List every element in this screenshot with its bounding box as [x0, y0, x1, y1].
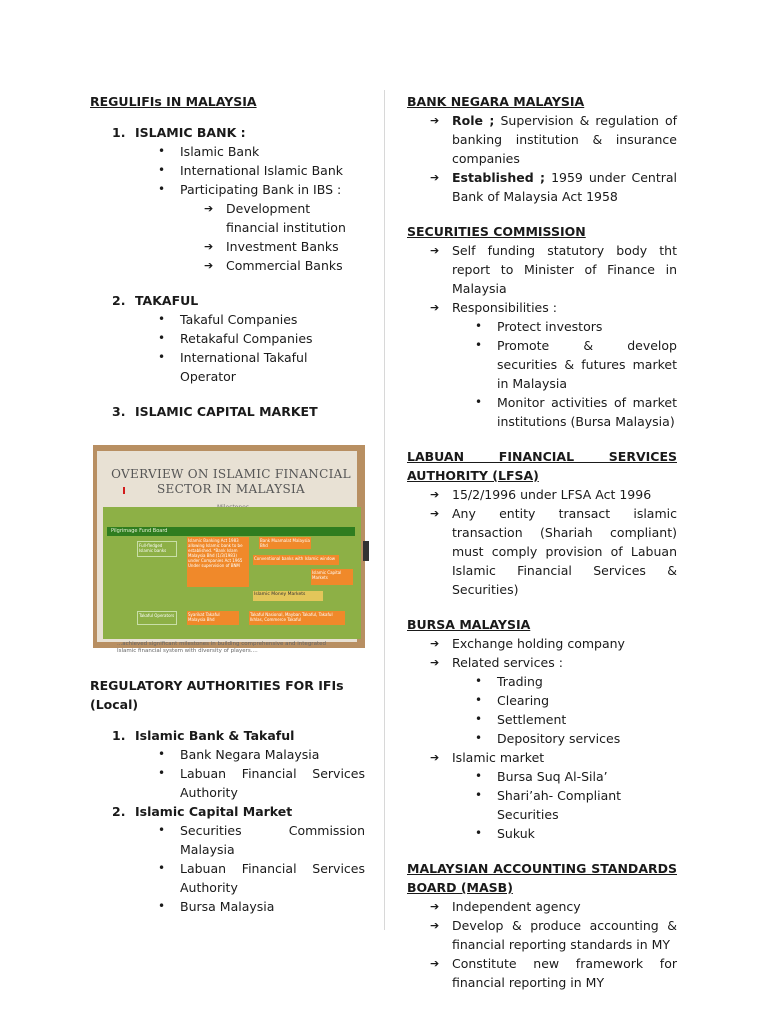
list-item: • Labuan Financial Services Authority — [180, 764, 365, 802]
left-column — [90, 92, 365, 916]
list-item: • Settlement — [497, 710, 677, 729]
list-item: ➔ Role ; Supervision & regulation of banking institution & insurance companies — [452, 111, 677, 168]
bank-takaful-authority-list — [180, 745, 365, 802]
list-item: ➔ 15/2/1996 under LFSA Act 1996 — [452, 485, 677, 504]
slide-box: Takaful Operators — [137, 611, 177, 625]
overview-slide-image — [93, 445, 365, 654]
list-item: ➔ Independent agency — [452, 897, 677, 916]
list-item: ➔ Islamic market — [452, 748, 677, 767]
bursa-islamic-list — [497, 767, 677, 843]
list-item: • Bursa Malaysia — [180, 897, 365, 916]
list-item: ➔ Self funding statutory body tht report to Minister of Finance in Malaysia — [452, 241, 677, 298]
list-item: • Depository services — [497, 729, 677, 748]
right-column — [407, 92, 677, 992]
sc-responsibilities-list — [497, 317, 677, 431]
bursa-list — [452, 634, 677, 672]
slide-box: Islamic Banking Act 1983 allowing Islamic bank to be established. *Bank Islam Malaysia Bhd (1/3/1983) under Companies Act 1965 Under supervision of BNM — [187, 537, 249, 587]
list-item: • International Islamic Bank — [180, 161, 365, 180]
capital-market-authority-list — [180, 821, 365, 916]
list-item: • Retakaful Companies — [180, 329, 365, 348]
slide-box: Islamic Money Markets — [253, 591, 323, 601]
bnm-list — [452, 111, 677, 206]
column-divider — [384, 90, 385, 930]
slide-box: Islamic Capital Markets — [311, 569, 353, 585]
list-item: • Monitor activities of market institutions (Bursa Malaysia) — [497, 393, 677, 431]
list-item: ➔ Any entity transact islamic transaction (Shariah compliant) must comply provision of Labuan Islamic Financial Services & Securities) — [452, 504, 677, 599]
list-item: • Securities Commission Malaysia — [180, 821, 365, 859]
list-item: • Protect investors — [497, 317, 677, 336]
takaful-list — [180, 310, 365, 386]
slide-title: OVERVIEW ON ISLAMIC FINANCIAL SECTOR IN MALAYSIA — [111, 467, 351, 496]
list-item: ➔ Develop & produce accounting & financial reporting standards in MY — [452, 916, 677, 954]
masb-list — [452, 897, 677, 992]
list-item: • Islamic Bank — [180, 142, 365, 161]
slide-box: Bank Muamalat Malaysia Bhd — [260, 538, 310, 548]
list-item: ➔ Responsibilities : — [452, 298, 677, 317]
bursa-islamic-heading-list — [452, 748, 677, 767]
section-capital-market: 3. ISLAMIC CAPITAL MARKET — [112, 404, 318, 419]
list-item: • Shari’ah- Compliant Securities — [497, 786, 677, 824]
list-item: • Participating Bank in IBS : — [180, 180, 365, 199]
islamic-bank-list — [180, 142, 365, 199]
slide-box: Conventional banks with Islamic window — [253, 555, 339, 565]
list-item: ➔ Exchange holding company — [452, 634, 677, 653]
lfsa-heading: LABUAN FINANCIAL SERVICES AUTHORITY (LFSA) — [407, 449, 677, 483]
sc-list — [452, 241, 677, 317]
slide-box: Takaful Nasional, Mayban Takaful, Takaful Ikhlas, Commerce Takaful — [249, 611, 345, 625]
list-item: • Promote & develop securities & futures market in Malaysia — [497, 336, 677, 393]
bursa-heading: BURSA MALAYSIA — [407, 617, 531, 632]
authorities-heading: REGULATORY AUTHORITIES FOR IFIs (Local) — [90, 678, 344, 712]
section-bank-takaful: 1. Islamic Bank & Takaful — [112, 728, 295, 743]
red-mark — [123, 487, 125, 494]
section-capital-market-authority: 2. Islamic Capital Market — [112, 804, 293, 819]
section-takaful: 2. TAKAFUL — [112, 293, 199, 308]
list-item: ➔ Related services : — [452, 653, 677, 672]
bursa-services-list — [497, 672, 677, 748]
list-item: ➔ Commercial Banks — [226, 256, 365, 275]
list-item: ➔ Development financial institution — [226, 199, 365, 237]
participating-bank-list — [226, 199, 365, 275]
masb-heading: MALAYSIAN ACCOUNTING STANDARDS BOARD (MASB) — [407, 861, 677, 895]
slide-footer: ...achieved significant milestones in building comprehensive and integrated Islamic financial system with diversity of players.... — [117, 641, 326, 654]
sc-heading: SECURITIES COMMISSION — [407, 224, 586, 239]
list-item: • Trading — [497, 672, 677, 691]
lfsa-list — [452, 485, 677, 599]
list-item: • Takaful Companies — [180, 310, 365, 329]
list-item: • Bursa Suq Al-Sila’ — [497, 767, 677, 786]
list-item: • Sukuk — [497, 824, 677, 843]
list-item: • Bank Negara Malaysia — [180, 745, 365, 764]
list-item: • International Takaful Operator — [180, 348, 365, 386]
section-islamic-bank: 1. ISLAMIC BANK : — [112, 125, 246, 140]
list-item: • Clearing — [497, 691, 677, 710]
bnm-heading: BANK NEGARA MALAYSIA — [407, 94, 585, 109]
slide-box: Syarikat Takaful Malaysia Bhd — [187, 611, 239, 625]
slide-timeline-bar: Pilgrimage Fund Board — [107, 527, 355, 536]
slide-box: Full-fledged Islamic banks — [137, 541, 177, 557]
list-item: • Labuan Financial Services Authority — [180, 859, 365, 897]
list-item: ➔ Established ; 1959 under Central Bank of Malaysia Act 1958 — [452, 168, 677, 206]
list-item: ➔ Constitute new framework for financial reporting in MY — [452, 954, 677, 992]
slide-timeline-panel — [103, 507, 361, 639]
regul-heading: REGULIFIs IN MALAYSIA — [90, 94, 257, 109]
list-item: ➔ Investment Banks — [226, 237, 365, 256]
